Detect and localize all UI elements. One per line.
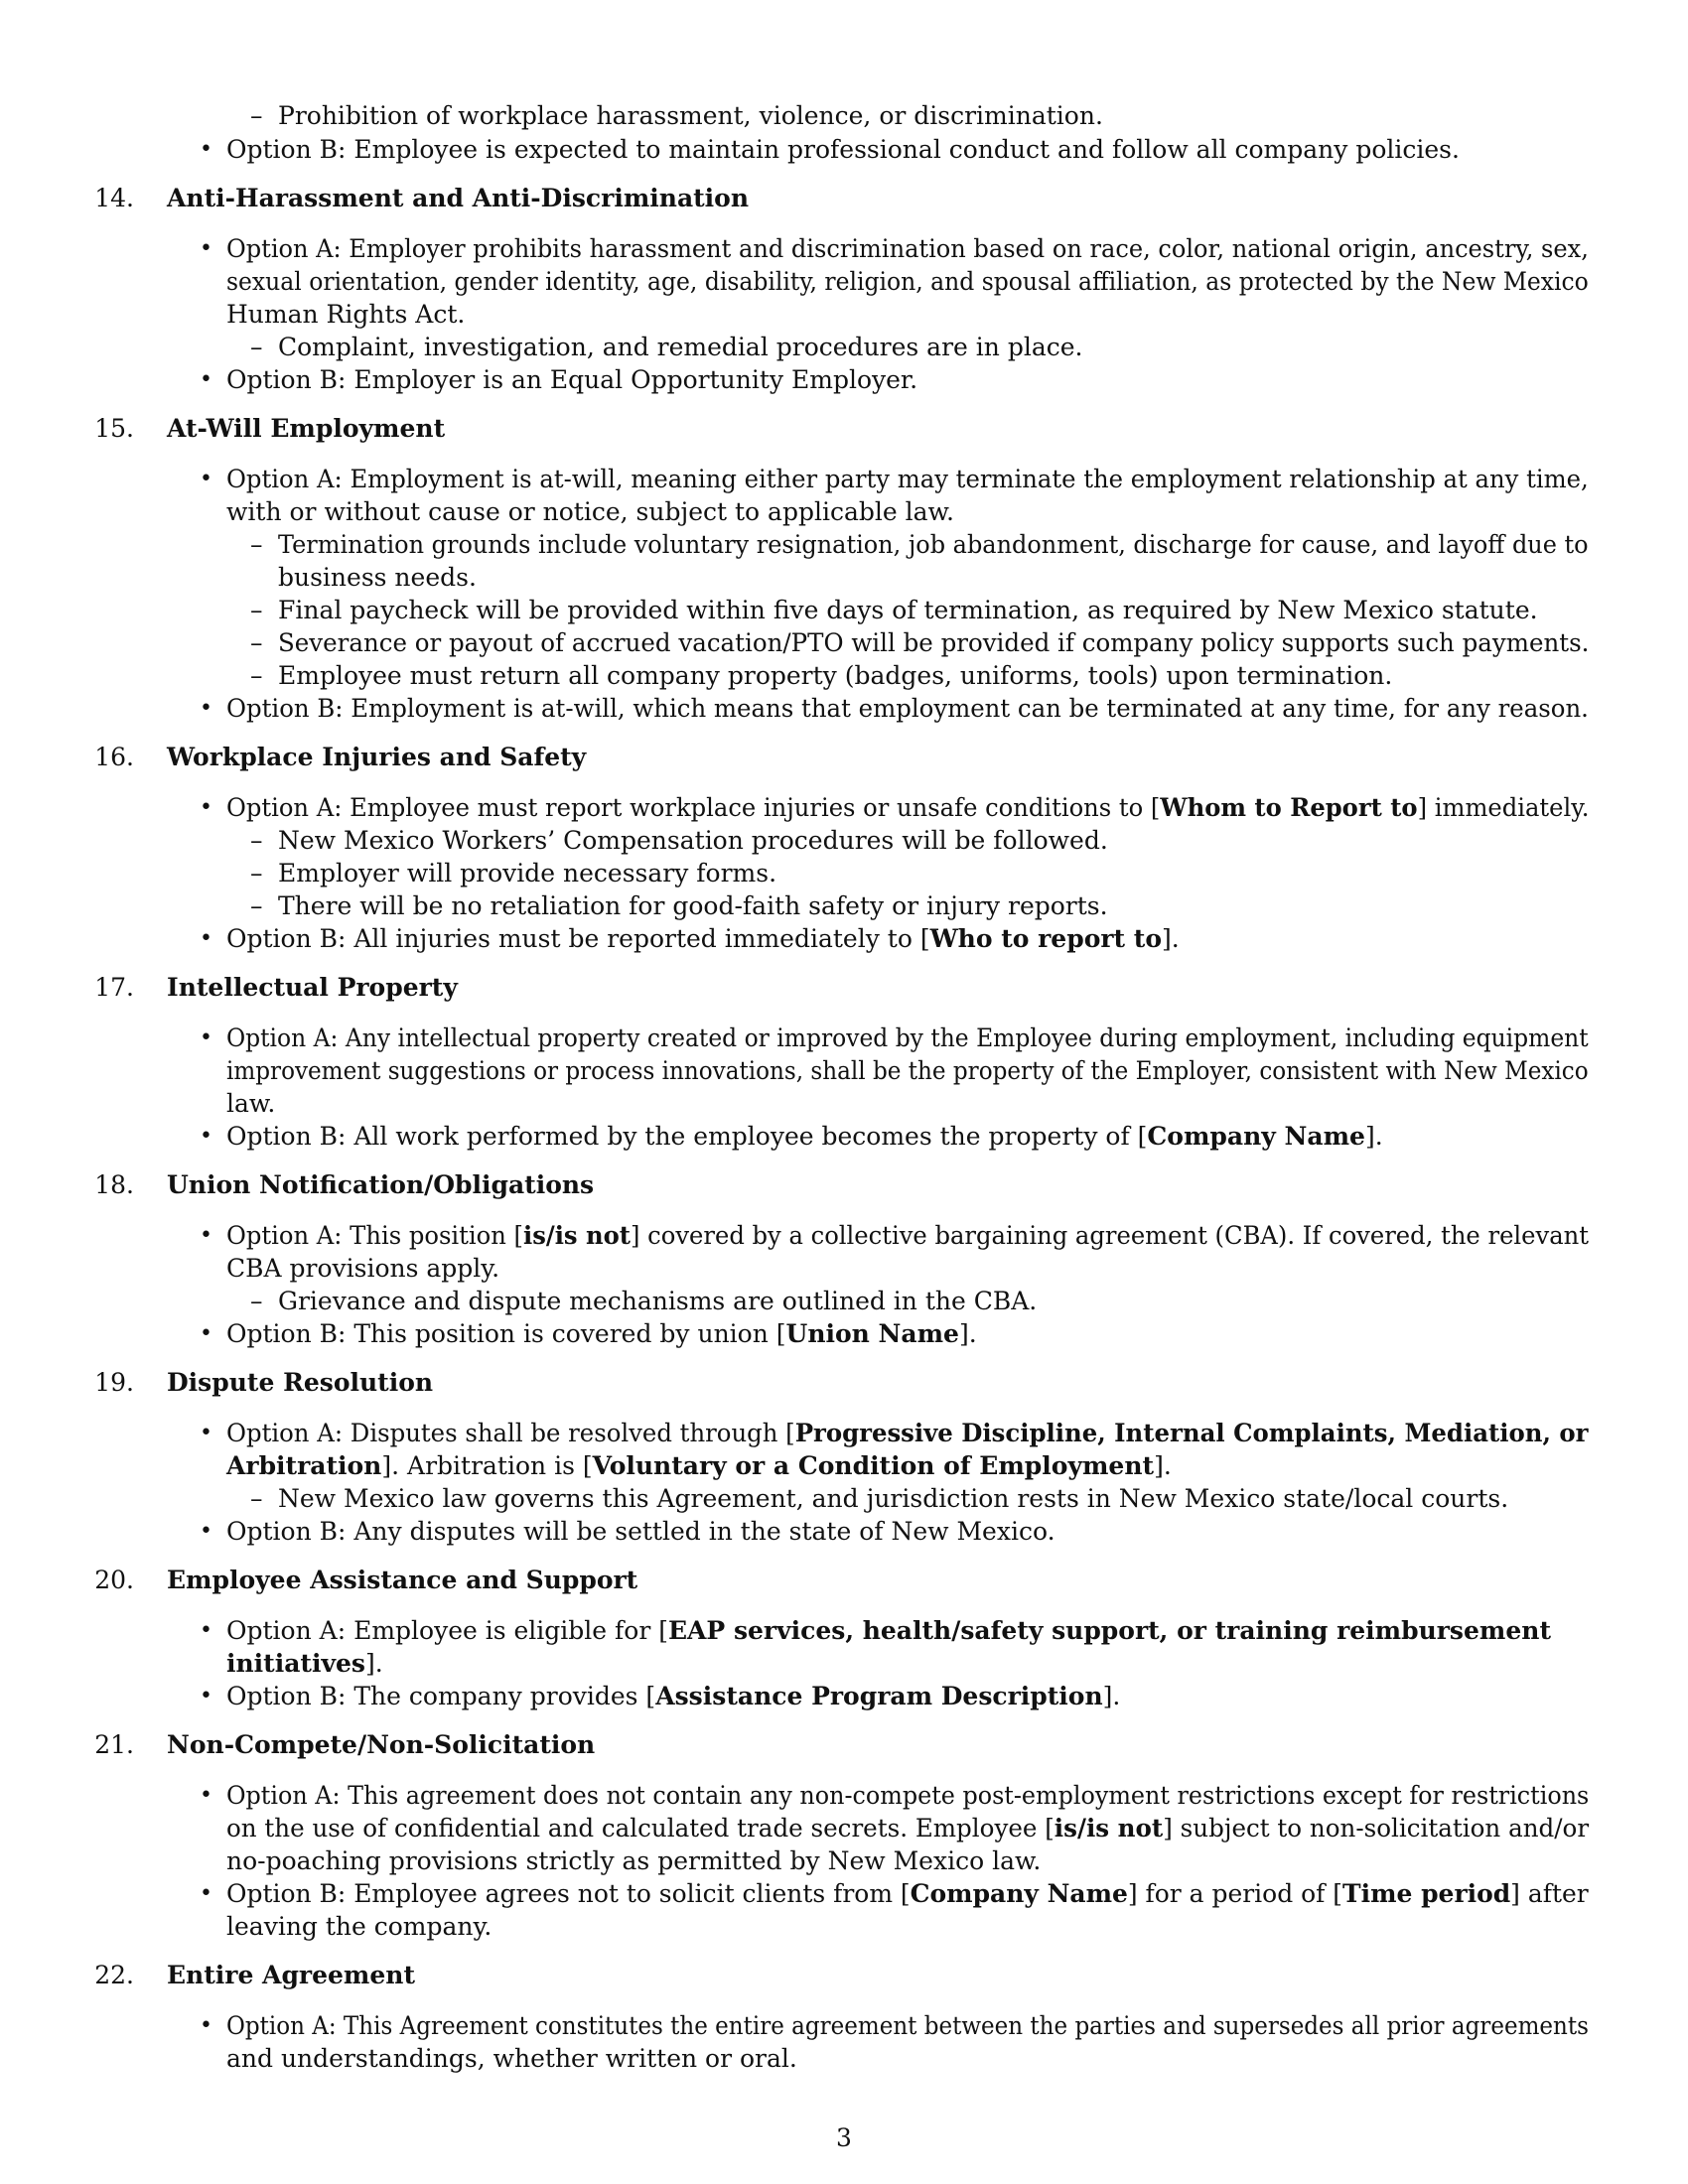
- s14-option-b: Option B: Employer is an Equal Opportunity Employer.: [226, 365, 918, 394]
- s16-option-a: [226, 791, 1589, 824]
- placeholder-field: Arbitration: [226, 1451, 382, 1480]
- s16-option-a-sub2: Employer will provide necessary forms.: [278, 859, 777, 887]
- text-run: Option B: The company provides [: [226, 1682, 656, 1710]
- bullet-marker: •: [200, 795, 212, 820]
- text-run: ].: [364, 1649, 383, 1678]
- placeholder-field: is/is not: [523, 1221, 632, 1250]
- s17-option-a-line1: Option A: Any intellectual property created or improved by the Employee during employment, including equipment: [226, 1024, 1589, 1052]
- s15-option-a-line2: with or without cause or notice, subject to applicable law.: [226, 497, 954, 526]
- dash-marker: –: [250, 333, 263, 361]
- s18-option-a-line2: CBA provisions apply.: [226, 1254, 500, 1283]
- section-heading: Non-Compete/Non-Solicitation: [167, 1730, 596, 1759]
- bullet-marker: •: [200, 1519, 212, 1544]
- section-heading: Workplace Injuries and Safety: [167, 743, 587, 771]
- dash-marker: –: [250, 596, 263, 624]
- dash-marker: –: [250, 101, 263, 130]
- text-run: Option B: All work performed by the employee becomes the property of [: [226, 1122, 1148, 1151]
- s16-option-a-sub3: There will be no retaliation for good-faith safety or injury reports.: [278, 891, 1108, 920]
- text-run: ] covered by a collective bargaining agreement (CBA). If covered, the relevant: [631, 1221, 1590, 1250]
- s15-option-a-sub4: Employee must return all company property (badges, uniforms, tools) upon termination.: [278, 661, 1393, 690]
- dash-marker: –: [250, 628, 263, 657]
- placeholder-field: Voluntary or a Condition of Employment: [592, 1451, 1155, 1480]
- text-run: ].: [1154, 1451, 1172, 1480]
- s19-option-a-line2: [226, 1449, 1172, 1482]
- s21-option-b-line1: [226, 1877, 1589, 1910]
- s21-option-a-line1: Option A: This agreement does not contain any non-compete post-employment restrictions except for restrictions: [226, 1781, 1590, 1810]
- s18-option-a-line1: [226, 1219, 1589, 1252]
- bullet-marker: •: [200, 2013, 212, 2038]
- s17-option-a-line3: law.: [226, 1089, 276, 1118]
- s20-option-a-line1: [226, 1614, 1551, 1647]
- section-heading: Union Notification/Obligations: [167, 1170, 595, 1199]
- dash-marker: –: [250, 891, 263, 920]
- s13-option-a-sub1: Prohibition of workplace harassment, violence, or discrimination.: [278, 101, 1103, 130]
- s17-option-a-line2: improvement suggestions or process innovations, shall be the property of the Employer, consistent with New Mexico: [226, 1056, 1589, 1085]
- s13-option-b: Option B: Employee is expected to maintain professional conduct and follow all company policies.: [226, 135, 1460, 164]
- placeholder-field: Union Name: [785, 1319, 959, 1348]
- text-run: ]. Arbitration is [: [381, 1451, 593, 1480]
- bullet-marker: •: [200, 137, 212, 162]
- bullet-marker: •: [200, 1321, 212, 1346]
- s15-option-b: Option B: Employment is at-will, which means that employment can be terminated at any time, for any reason.: [226, 694, 1589, 723]
- section-number: 18.: [94, 1170, 134, 1199]
- text-run: on the use of confidential and calculated trade secrets. Employee [: [226, 1814, 1055, 1843]
- s21-option-a-line2: [226, 1812, 1589, 1844]
- s15-option-a-sub1-line1: Termination grounds include voluntary resignation, job abandonment, discharge for cause, and layoff due to: [278, 530, 1589, 559]
- text-run: Option B: All injuries must be reported immediately to [: [226, 924, 930, 953]
- bullet-marker: •: [200, 467, 212, 491]
- s21-option-b-line2: leaving the company.: [226, 1912, 492, 1941]
- bullet-marker: •: [200, 1684, 212, 1708]
- text-run: Option B: Employee agrees not to solicit clients from [: [226, 1879, 911, 1908]
- text-run: ] subject to non-solicitation and/or: [1163, 1814, 1590, 1843]
- s15-option-a-sub2: Final paycheck will be provided within five days of termination, as required by New Mexico statute.: [278, 596, 1538, 624]
- bullet-marker: •: [200, 1124, 212, 1149]
- s14-option-a-sub1: Complaint, investigation, and remedial procedures are in place.: [278, 333, 1083, 361]
- s18-option-b: [226, 1317, 977, 1350]
- bullet-marker: •: [200, 1421, 212, 1445]
- section-number: 22.: [94, 1961, 134, 1989]
- section-heading: Entire Agreement: [167, 1961, 415, 1989]
- dash-marker: –: [250, 530, 263, 559]
- dash-marker: –: [250, 661, 263, 690]
- s21-option-a-line3: no-poaching provisions strictly as permitted by New Mexico law.: [226, 1846, 1042, 1875]
- bullet-marker: •: [200, 926, 212, 951]
- bullet-marker: •: [200, 1025, 212, 1050]
- text-run: ] immediately.: [1417, 793, 1590, 822]
- text-run: ] after: [1510, 1879, 1589, 1908]
- s22-option-a-line2: and understandings, whether written or oral.: [226, 2044, 797, 2073]
- section-number: 19.: [94, 1368, 134, 1397]
- placeholder-field: EAP services, health/safety support, or training reimbursement: [667, 1616, 1551, 1645]
- s20-option-b: [226, 1680, 1120, 1712]
- bullet-marker: •: [200, 1223, 212, 1248]
- text-run: ] for a period of [: [1127, 1879, 1343, 1908]
- section-heading: Dispute Resolution: [167, 1368, 434, 1397]
- s22-option-a-line1: Option A: This Agreement constitutes the entire agreement between the parties and supersedes all prior agreements: [226, 2011, 1589, 2040]
- placeholder-field: initiatives: [226, 1649, 365, 1678]
- placeholder-field: Whom to Report to: [1160, 793, 1418, 822]
- dash-marker: –: [250, 1484, 263, 1513]
- placeholder-field: Company Name: [910, 1879, 1128, 1908]
- text-run: ].: [1162, 924, 1180, 953]
- bullet-marker: •: [200, 1783, 212, 1808]
- s16-option-b: [226, 922, 1180, 955]
- placeholder-field: Progressive Discipline, Internal Complaints, Mediation, or: [794, 1419, 1589, 1447]
- text-run: ].: [1102, 1682, 1121, 1710]
- bullet-marker: •: [200, 1881, 212, 1906]
- s15-option-a-sub1-line2: business needs.: [278, 563, 477, 592]
- s16-option-a-sub1: New Mexico Workers’ Compensation procedures will be followed.: [278, 826, 1108, 855]
- text-run: ].: [958, 1319, 977, 1348]
- placeholder-field: Company Name: [1147, 1122, 1365, 1151]
- placeholder-field: is/is not: [1054, 1814, 1164, 1843]
- section-heading: Employee Assistance and Support: [167, 1566, 638, 1594]
- s17-option-b: [226, 1120, 1383, 1153]
- s19-option-b: Option B: Any disputes will be settled in the state of New Mexico.: [226, 1517, 1055, 1546]
- bullet-marker: •: [200, 696, 212, 721]
- section-number: 17.: [94, 973, 134, 1002]
- section-number: 16.: [94, 743, 134, 771]
- s18-option-a-sub1: Grievance and dispute mechanisms are outlined in the CBA.: [278, 1287, 1038, 1315]
- section-number: 14.: [94, 184, 134, 212]
- s14-option-a-line3: Human Rights Act.: [226, 300, 466, 329]
- page-number: 3: [836, 2123, 852, 2152]
- text-run: Option A: Disputes shall be resolved through [: [226, 1419, 795, 1447]
- section-heading: Intellectual Property: [167, 973, 458, 1002]
- dash-marker: –: [250, 826, 263, 855]
- text-run: Option A: This position [: [226, 1221, 524, 1250]
- s15-option-a-line1: Option A: Employment is at-will, meaning either party may terminate the employment relationship at any time,: [226, 465, 1589, 493]
- section-number: 15.: [94, 414, 134, 443]
- section-heading: At-Will Employment: [167, 414, 446, 443]
- section-heading: Anti-Harassment and Anti-Discrimination: [167, 184, 750, 212]
- s14-option-a-line2: sexual orientation, gender identity, age, disability, religion, and spousal affiliation, as protected by the New Mexico: [226, 267, 1589, 296]
- text-run: Option A: Employee must report workplace injuries or unsafe conditions to [: [226, 793, 1161, 822]
- s19-option-a-sub1: New Mexico law governs this Agreement, and jurisdiction rests in New Mexico state/local courts.: [278, 1484, 1509, 1513]
- bullet-marker: •: [200, 1618, 212, 1643]
- bullet-marker: •: [200, 367, 212, 392]
- dash-marker: –: [250, 1287, 263, 1315]
- section-number: 20.: [94, 1566, 134, 1594]
- text-run: Option A: Employee is eligible for [: [226, 1616, 668, 1645]
- section-number: 21.: [94, 1730, 134, 1759]
- placeholder-field: Who to report to: [929, 924, 1163, 953]
- bullet-marker: •: [200, 236, 212, 261]
- s19-option-a-line1: [226, 1417, 1589, 1449]
- dash-marker: –: [250, 859, 263, 887]
- text-run: ].: [1364, 1122, 1383, 1151]
- s14-option-a-line1: Option A: Employer prohibits harassment and discrimination based on race, color, national origin, ancestry, sex,: [226, 234, 1589, 263]
- placeholder-field: Time period: [1342, 1879, 1511, 1908]
- placeholder-field: Assistance Program Description: [655, 1682, 1103, 1710]
- s20-option-a-line2: [226, 1647, 383, 1680]
- s15-option-a-sub3: Severance or payout of accrued vacation/PTO will be provided if company policy supports such payments.: [278, 628, 1590, 657]
- text-run: Option B: This position is covered by union [: [226, 1319, 786, 1348]
